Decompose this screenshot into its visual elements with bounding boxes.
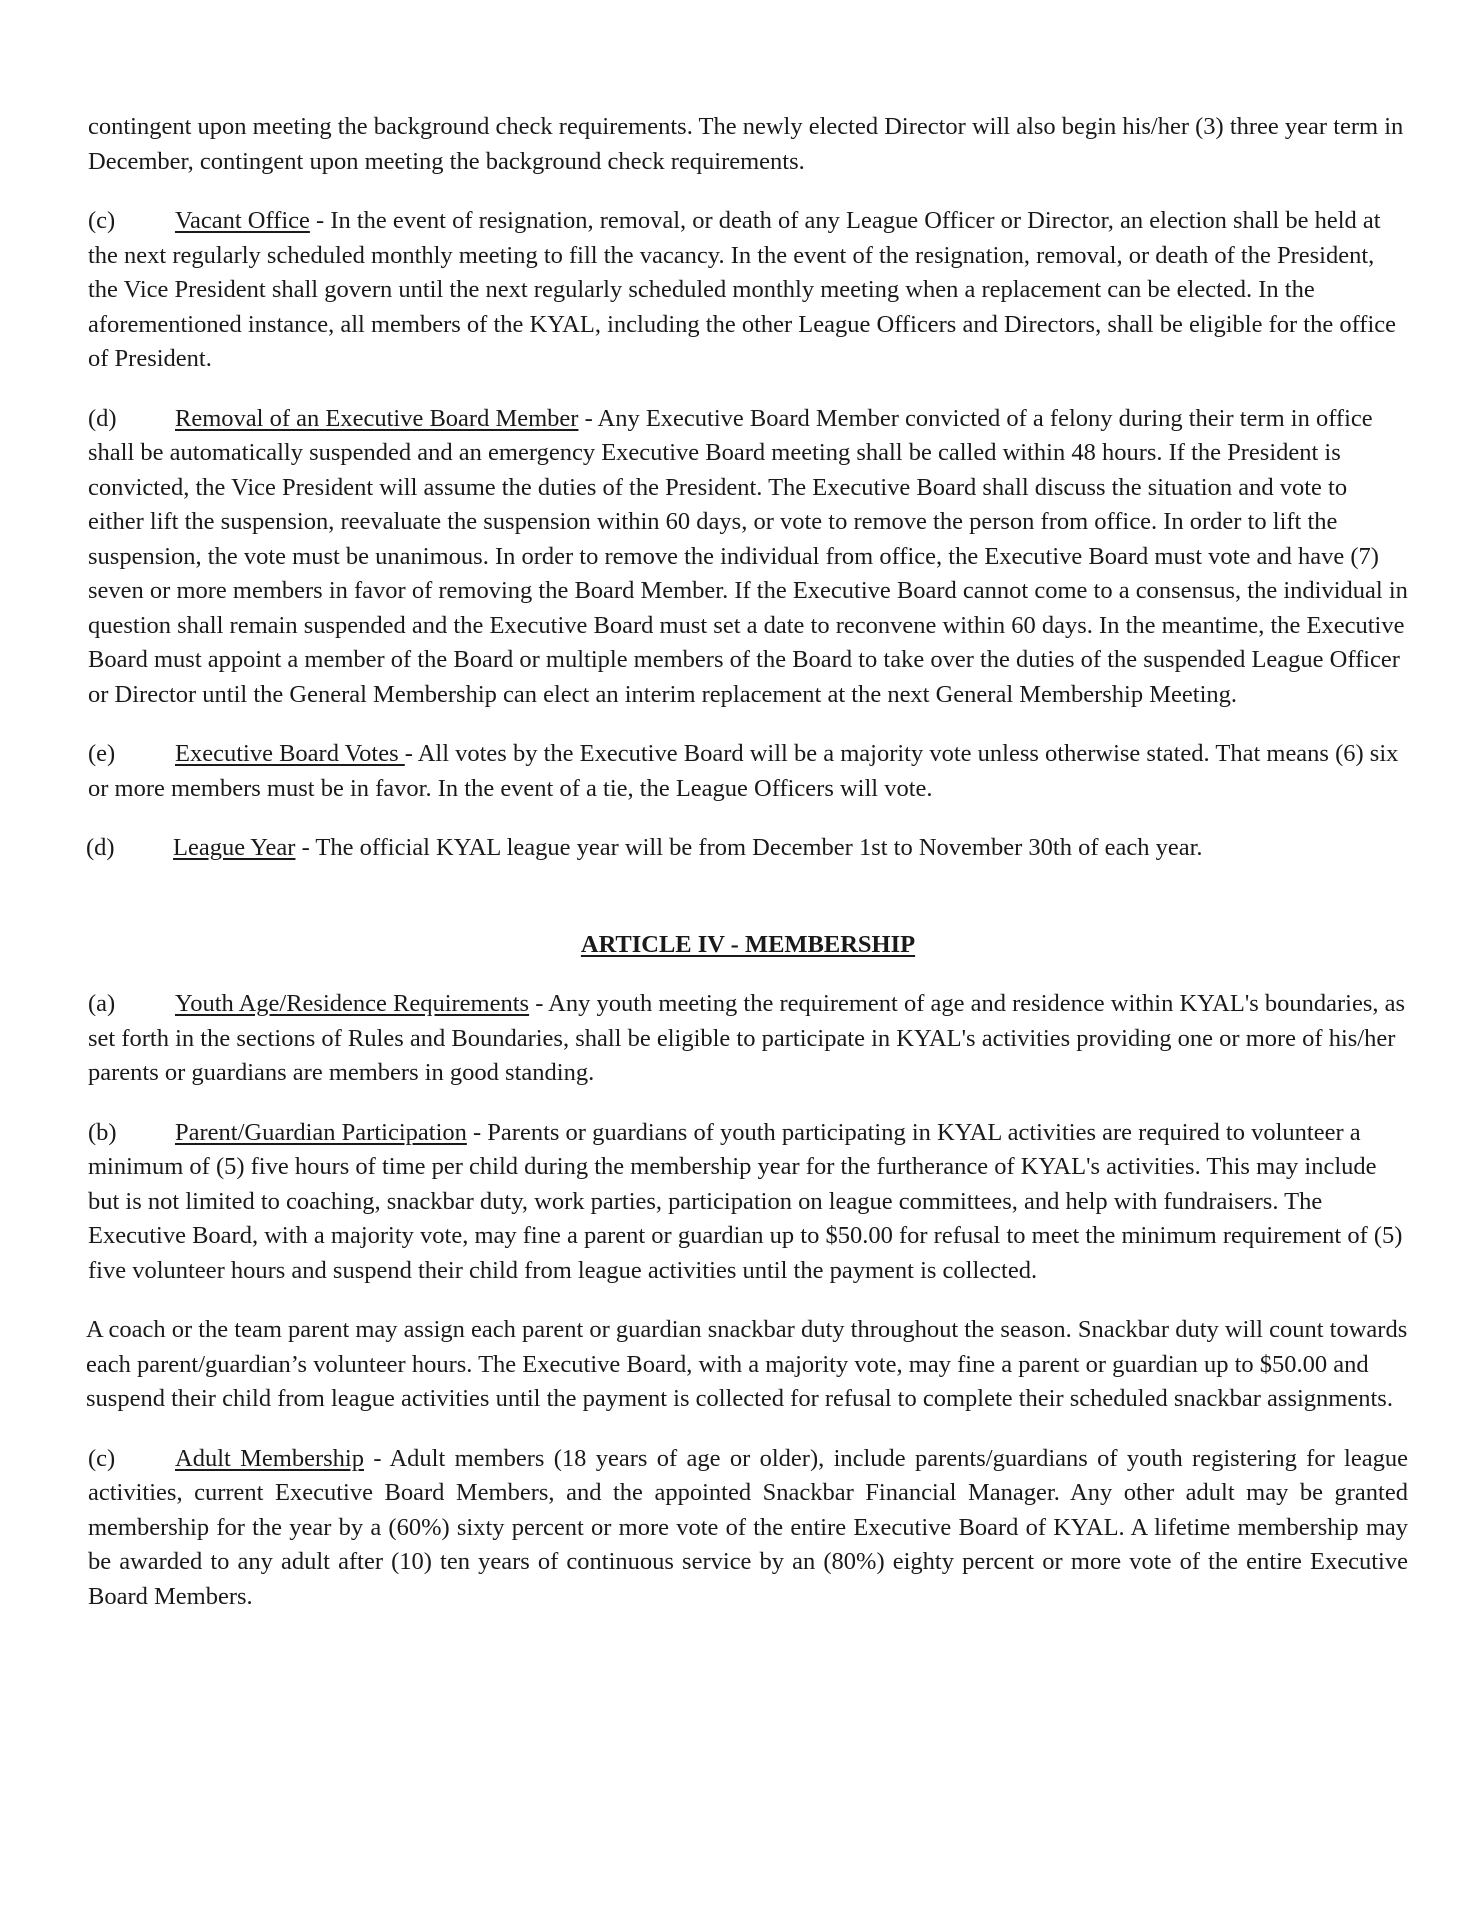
section-text: - The official KYAL league year will be from December 1st to November 30th of each year. xyxy=(295,834,1203,861)
section-title: Adult Membership xyxy=(175,1444,364,1472)
section-title: Youth Age/Residence Requirements xyxy=(175,990,530,1017)
section-label: (c) xyxy=(88,207,116,234)
article-iv-heading: ARTICLE IV - MEMBERSHIP xyxy=(580,930,916,958)
section-text: - In the event of resignation, removal, or death of any League Officer or Director, an election shall be held at the next regularly scheduled monthly meeting to fill the vacancy. In the event of the resignation, removal, or death of the President, the Vice President shall govern until the next regularly scheduled monthly meeting when a replacement can be elected. In the aforementioned instance, all members of the KYAL, including the other League Officers and Directors, shall be eligible for the office of President. xyxy=(88,207,1397,372)
section-text: - Adult members (18 years of age or older), include parents/guardians of youth registering for league activities, current Executive Board Members, and the appointed Snackbar Financial Manager. Any other adult may be granted membership for the year by a (60%) sixty percent or more vote of the entire Executive Board of KYAL. A lifetime membership may be awarded to any adult after (10) ten years of continuous service by an (80%) eighty percent or more vote of the entire Executive Board Members. xyxy=(88,1444,1408,1610)
section-text: - Any youth meeting the requirement of age and residence within KYAL's boundaries, as set forth in the sections of Rules and Boundaries, shall be eligible to participate in KYAL's activities providing one or more of his/her parents or guardians are members in good standing. xyxy=(88,990,1406,1086)
snackbar-paragraph: A coach or the team parent may assign each parent or guardian snackbar duty throughout the season. Snackbar duty will count towards each parent/guardian’s volunteer hours. The Executive Board, with a majority vote, may fine a parent or guardian up to $50.00 and suspend their child from league activities until the payment is collected for refusal to complete their scheduled snackbar assignments. xyxy=(86,1316,1408,1412)
section-title: Vacant Office xyxy=(175,207,310,234)
continuation-paragraph: contingent upon meeting the background check requirements. The newly elected Director will also begin his/her (3) three year term in December, contingent upon meeting the background check requirements. xyxy=(88,113,1404,175)
section-label: (b) xyxy=(88,1118,117,1146)
section-label: (c) xyxy=(88,1444,116,1472)
section-league-year xyxy=(86,831,1408,866)
section-removal-of-board-member xyxy=(88,402,1408,713)
section-text: - Any Executive Board Member convicted of a felony during their term in office shall be automatically suspended and an emergency Executive Board meeting shall be called within 48 hours. If the President is convicted, the Vice President will assume the duties of the President. The Executive Board shall discuss the situation and vote to either lift the suspension, reevaluate the suspension within 60 days, or vote to remove the person from office. In order to lift the suspension, the vote must be unanimous. In order to remove the individual from office, the Executive Board must vote and have (7) seven or more members in favor of removing the Board Member. If the Executive Board cannot come to a consensus, the individual in question shall remain suspended and the Executive Board must set a date to reconvene within 60 days. In the meantime, the Executive Board must appoint a member of the Board or multiple members of the Board to take over the duties of the suspended League Officer or Director until the General Membership can elect an interim replacement at the next General Membership Meeting. xyxy=(88,404,1408,708)
section-title: Executive Board Votes xyxy=(175,740,405,767)
section-youth-age-residence xyxy=(88,987,1408,1091)
section-label: (e) xyxy=(88,740,116,767)
document-page xyxy=(88,110,1408,1639)
section-title: League Year xyxy=(173,834,296,861)
section-label: (d) xyxy=(86,834,115,861)
section-title: Parent/Guardian Participation xyxy=(175,1118,467,1146)
section-executive-board-votes xyxy=(88,737,1408,806)
section-vacant-office xyxy=(88,204,1408,377)
section-label: (a) xyxy=(88,990,116,1017)
section-title: Removal of an Executive Board Member xyxy=(175,404,579,432)
section-text: - All votes by the Executive Board will be a majority vote unless otherwise stated. That means (6) six or more members must be in favor. In the event of a tie, the League Officers will vote. xyxy=(88,740,1399,802)
section-label: (d) xyxy=(88,404,117,432)
section-adult-membership xyxy=(88,1442,1408,1615)
section-text: - Parents or guardians of youth participating in KYAL activities are required to volunteer a minimum of (5) five hours of time per child during the membership year for the furtherance of KYAL's activities. This may include but is not limited to coaching, snackbar duty, work parties, participation on league committees, and help with fundraisers. The Executive Board, with a majority vote, may fine a parent or guardian up to $50.00 for refusal to meet the minimum requirement of (5) five volunteer hours and suspend their child from league activities until the payment is collected. xyxy=(88,1118,1403,1284)
section-parent-guardian-participation xyxy=(88,1116,1408,1289)
